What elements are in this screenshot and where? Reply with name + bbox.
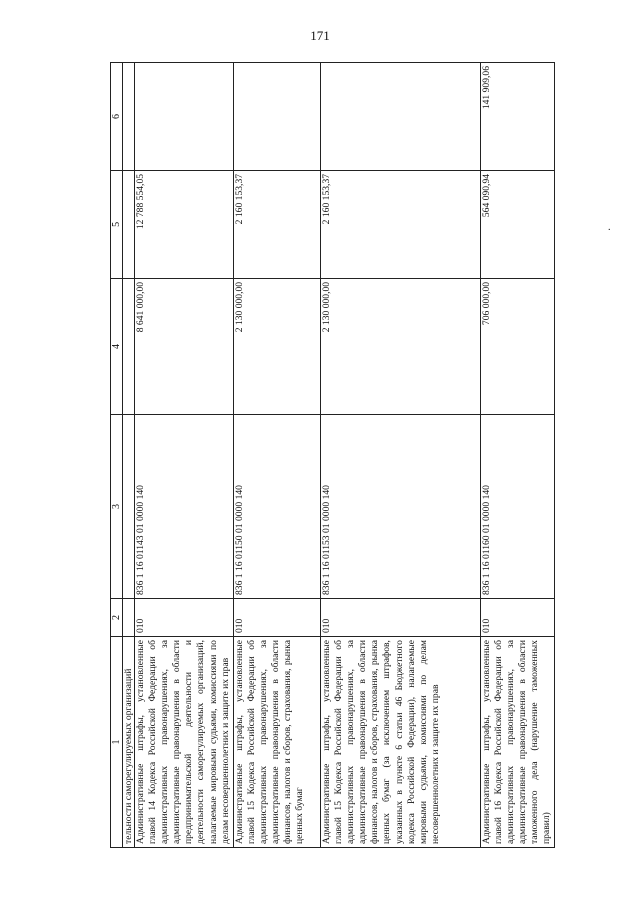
row-col4-value: 706 000,00 bbox=[481, 278, 555, 414]
row-description: Административные штрафы, установленные главой 15 Кодекса Российской Федерации об административных правонарушениях, за административные правонарушения в области финансов, налогов и сборов, страхования, рынка ценных бумаг (за исключением штрафов, указанных в пункте 6 статьи 46 Бюджетного кодекса Российской Федерации), налагаемые мировыми судьями, комиссиями по делам несовершеннолетних и защите их прав bbox=[321, 637, 481, 848]
row-kbk: 836 1 16 01150 01 0000 140 bbox=[234, 415, 321, 599]
row-col4-value: 8 641 000,00 bbox=[135, 278, 234, 414]
row-col6-value bbox=[321, 63, 481, 171]
row-col5-value: 12 788 554,05 bbox=[135, 170, 234, 278]
continuation-empty bbox=[123, 63, 135, 171]
row-col6-value bbox=[234, 63, 321, 171]
row-col4-value: 2 130 000,00 bbox=[234, 278, 321, 414]
continuation-text: тельности саморегулируемых организаций bbox=[123, 637, 135, 848]
row-col5-value: 2 160 153,37 bbox=[234, 170, 321, 278]
row-col6-value bbox=[135, 63, 234, 171]
row-code: 010 bbox=[481, 599, 555, 637]
row-code: 010 bbox=[321, 599, 481, 637]
row-col6-value: 141 909,06 bbox=[481, 63, 555, 171]
table-header-row bbox=[111, 63, 123, 848]
header-col-2: 2 bbox=[111, 599, 123, 637]
row-description: Административные штрафы, установленные главой 15 Кодекса Российской Федерации об административных правонарушениях, за административные правонарушения в области финансов, налогов и сборов, страхования, рынка ценных бумаг bbox=[234, 637, 321, 848]
row-kbk: 836 1 16 01143 01 0000 140 bbox=[135, 415, 234, 599]
header-col-4: 4 bbox=[111, 278, 123, 414]
rotated-table-container bbox=[110, 62, 553, 848]
row-col4-value: 2 130 000,00 bbox=[321, 278, 481, 414]
row-col5-value: 564 090,94 bbox=[481, 170, 555, 278]
header-col-3: 3 bbox=[111, 415, 123, 599]
continuation-empty bbox=[123, 170, 135, 278]
row-kbk: 836 1 16 01160 01 0000 140 bbox=[481, 415, 555, 599]
header-col-6: 6 bbox=[111, 63, 123, 171]
row-kbk: 836 1 16 01153 01 0000 140 bbox=[321, 415, 481, 599]
header-col-1: 1 bbox=[111, 637, 123, 848]
page-number: 171 bbox=[310, 28, 330, 43]
header-col-5: 5 bbox=[111, 170, 123, 278]
continuation-empty bbox=[123, 415, 135, 599]
row-code: 010 bbox=[234, 599, 321, 637]
budget-income-table bbox=[110, 62, 555, 848]
continuation-empty bbox=[123, 599, 135, 637]
continuation-row bbox=[123, 63, 135, 848]
row-description: Административные штрафы, установленные главой 16 Кодекса Российской Федерации об административных правонарушениях, за административные правонарушения в области таможенного дела (нарушение таможенных правил) bbox=[481, 637, 555, 848]
table-row bbox=[321, 63, 481, 848]
table-row bbox=[481, 63, 555, 848]
continuation-empty bbox=[123, 278, 135, 414]
row-col5-value: 2 160 153,37 bbox=[321, 170, 481, 278]
table-row bbox=[234, 63, 321, 848]
row-description: Административные штрафы, установленные главой 14 Кодекса Российской Федерации об административных правонарушениях, за административные правонарушения в области предпринимательской деятельности и деятельности саморегулируемых организаций, налагаемые мировыми судьями, комиссиями по делам несовершеннолетних и защите их прав bbox=[135, 637, 234, 848]
row-code: 010 bbox=[135, 599, 234, 637]
table-row bbox=[135, 63, 234, 848]
stray-mark: . bbox=[608, 222, 611, 233]
